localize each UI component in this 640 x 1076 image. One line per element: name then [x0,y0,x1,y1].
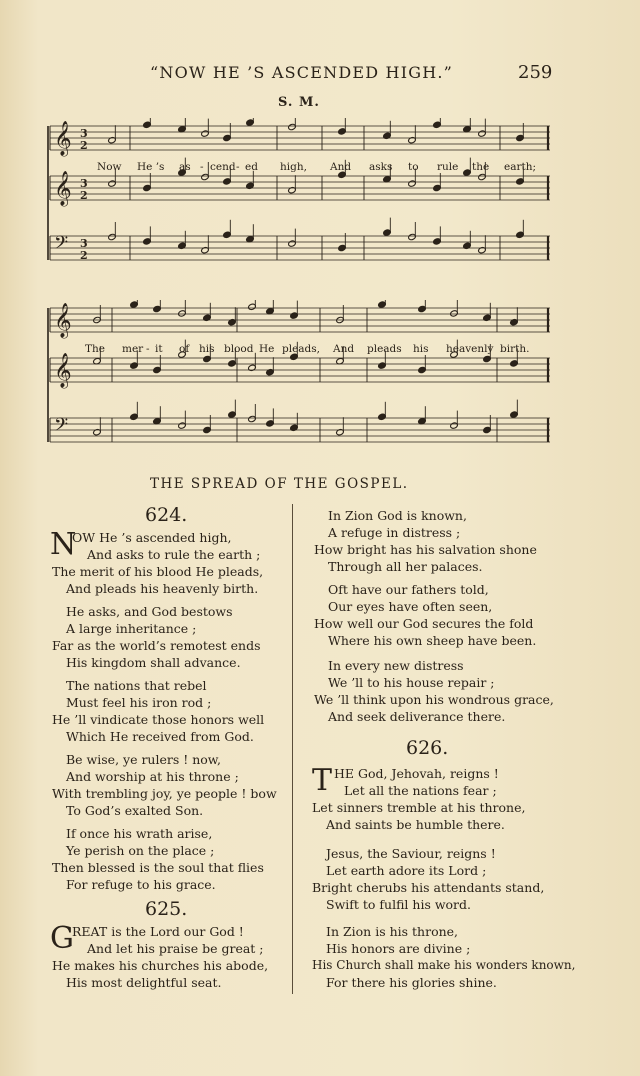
verse-line: He asks, and God bestows [66,604,233,619]
hymn-626-dropcap: T [312,763,333,798]
svg-text:𝄢: 𝄢 [54,233,69,258]
svg-text:𝄞: 𝄞 [54,303,72,338]
verse-line: HE God, Jehovah, reigns ! [334,766,499,781]
verse-line: The nations that rebel [66,678,207,693]
hymn-625-number: 625. [145,898,188,920]
hymn-625-text-right [312,508,632,728]
svg-text:𝄞: 𝄞 [54,353,72,388]
svg-text:3: 3 [80,237,88,250]
svg-text:2: 2 [80,189,88,202]
hymn-624-dropcap: N [50,527,77,562]
lyric-syllable: blood [224,343,254,355]
lyric-syllable: birth. [500,343,530,355]
svg-text:3: 3 [80,177,88,190]
running-title: “NOW HE ’S ASCENDED HIGH.” [150,63,454,82]
verse-line: A large inheritance ; [66,621,197,636]
verse-line: With trembling joy, ye people ! bow [52,786,277,801]
lyric-syllable: ed [245,161,258,173]
lyrics-line-2 [42,343,552,357]
verse-line: And pleads his heavenly birth. [66,581,259,596]
verse-line: Let earth adore its Lord ; [326,863,487,878]
lyric-syllable: He [259,343,275,355]
svg-text:3: 3 [80,127,88,140]
verse-line: Oft have our fathers told, [328,582,489,597]
lyric-syllable: And [333,343,355,355]
lyric-syllable: The [85,343,105,355]
verse-line: REAT is the Lord our God ! [72,924,244,939]
lyric-syllable: heavenly [446,343,494,355]
lyrics-line-1 [42,161,552,175]
verse-line: To God’s exalted Son. [66,803,204,818]
verse-line: And seek deliverance there. [328,709,506,724]
meter-label: S. M. [278,95,320,110]
lyric-syllable: pleads, [282,343,321,355]
verse-line: Be wise, ye rulers ! now, [66,752,221,767]
verse-line: Swift to fulfil his word. [326,897,472,912]
music-staves-2 [42,300,552,460]
hymn-624-text [50,527,290,898]
verse-line: For there his glories shine. [326,975,497,990]
verse-line: OW He ’s ascended high, [72,530,232,545]
verse-line: We ’ll think upon his wondrous grace, [314,692,554,707]
verse-line: His kingdom shall advance. [66,655,241,670]
verse-line: We ’ll to his house repair ; [328,675,495,690]
verse-line: Jesus, the Saviour, reigns ! [326,846,496,861]
hymn-624-number: 624. [145,504,188,526]
verse-line: And asks to rule the earth ; [87,547,261,562]
verse-line: And worship at his throne ; [66,769,239,784]
column-divider [292,504,293,994]
verse-line: The merit of his blood He pleads, [52,564,264,579]
svg-text:𝄞: 𝄞 [54,121,72,156]
music-staves-1 [42,118,552,278]
hymn-626-number: 626. [406,737,449,759]
lyric-syllable: - [200,161,204,173]
verse-line: In Zion is his throne, [326,924,459,939]
verse-line: His most delightful seat. [66,975,222,990]
page-number: 259 [518,62,553,83]
music-system-2 [42,300,552,460]
music-system-1 [42,118,552,278]
lyric-syllable: high, [280,161,307,173]
verse-line: How well our God secures the fold [314,616,534,631]
lyric-syllable: - [236,161,240,173]
verse-line: Our eyes have often seen, [328,599,493,614]
hymn-625-dropcap: G [50,921,74,956]
verse-line: If once his wrath arise, [66,826,213,841]
lyric-syllable: it [155,343,163,355]
verse-line: A refuge in distress ; [328,525,461,540]
section-title: THE SPREAD OF THE GOSPEL. [150,476,409,492]
lyric-syllable: earth; [504,161,537,173]
verse-line: For refuge to his grace. [66,877,216,892]
verse-line: He ’ll vindicate those honors well [52,712,265,727]
lyric-syllable: - [146,343,150,355]
lyric-syllable: as [179,161,191,173]
svg-text:𝄢: 𝄢 [54,415,69,440]
verse-line: Must feel his iron rod ; [66,695,212,710]
verse-line: His honors are divine ; [326,941,471,956]
lyric-syllable: rule [437,161,459,173]
lyric-syllable: And [330,161,352,173]
lyric-syllable: the [472,161,490,173]
verse-line: Which He received from God. [66,729,254,744]
verse-line: Let all the nations fear ; [344,783,497,798]
lyric-syllable: his [199,343,215,355]
svg-text:2: 2 [80,139,88,152]
verse-line: Far as the world’s remotest ends [52,638,261,653]
verse-line: He makes his churches his abode, [52,958,269,973]
lyric-syllable: mer [122,343,144,355]
verse-line: How bright has his salvation shone [314,542,537,557]
svg-text:𝄞: 𝄞 [54,171,72,206]
lyric-syllable: his [413,343,429,355]
verse-line: Then blessed is the soul that flies [52,860,264,875]
hymn-625-text-left [50,921,290,994]
hymn-626-text [312,763,632,992]
lyric-syllable: pleads [367,343,402,355]
verse-line: Let sinners tremble at his throne, [312,800,526,815]
verse-line: In Zion God is known, [328,508,467,523]
verse-line: And let his praise be great ; [87,941,264,956]
verse-line: His Church shall make his wonders known, [312,958,576,972]
verse-line: Where his own sheep have been. [328,633,537,648]
lyric-syllable: cend [210,161,236,173]
lyric-syllable: to [408,161,419,173]
verse-line: And saints be humble there. [326,817,505,832]
svg-text:2: 2 [80,249,88,262]
verse-line: In every new distress [328,658,464,673]
lyric-syllable: Now [97,161,122,173]
verse-line: Through all her palaces. [328,559,483,574]
lyric-syllable: asks [369,161,393,173]
lyric-syllable: He ’s [137,161,165,173]
lyric-syllable: of [179,343,190,355]
verse-line: Ye perish on the place ; [66,843,215,858]
verse-line: Bright cherubs his attendants stand, [312,880,545,895]
